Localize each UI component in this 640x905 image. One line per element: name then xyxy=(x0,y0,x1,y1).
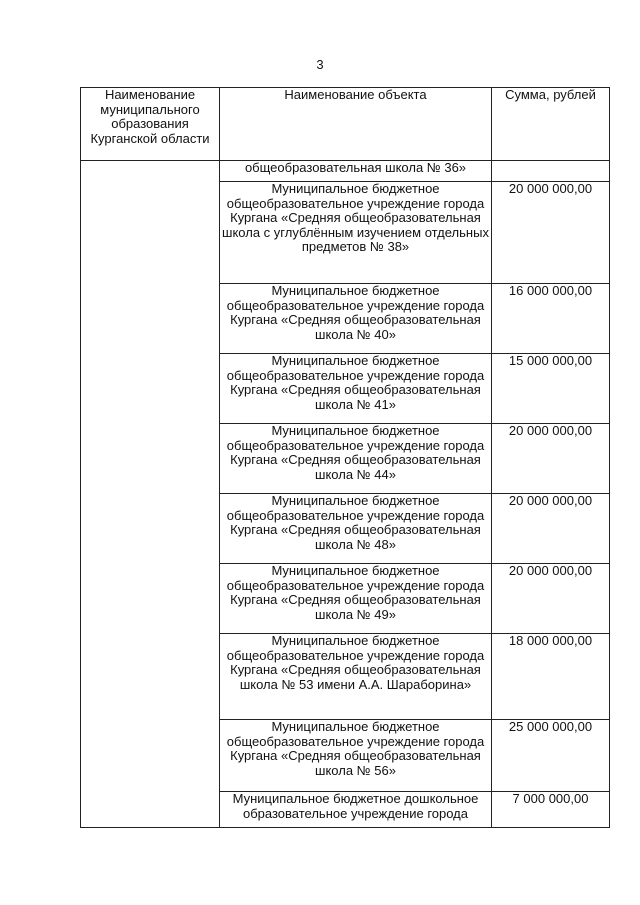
page-number: 3 xyxy=(316,57,324,72)
object-cell: Муниципальное бюджетное общеобразовательное учреждение города Кургана «Средняя общеобразовательная школа № 41» xyxy=(220,354,492,424)
object-cell: Муниципальное бюджетное дошкольное образовательное учреждение города xyxy=(220,792,492,828)
object-cell: общеобразовательная школа № 36» xyxy=(220,161,492,182)
object-cell: Муниципальное бюджетное общеобразовательное учреждение города Кургана «Средняя общеобразовательная школа с углублённым изучением отдельных предметов № 38» xyxy=(220,182,492,284)
object-cell: Муниципальное бюджетное общеобразовательное учреждение города Кургана «Средняя общеобразовательная школа № 49» xyxy=(220,564,492,634)
allocation-table xyxy=(80,87,610,828)
sum-cell: 20 000 000,00 xyxy=(492,424,610,494)
object-cell: Муниципальное бюджетное общеобразовательное учреждение города Кургана «Средняя общеобразовательная школа № 44» xyxy=(220,424,492,494)
table-header-row xyxy=(81,88,610,161)
sum-cell: 18 000 000,00 xyxy=(492,634,610,720)
sum-cell: 20 000 000,00 xyxy=(492,564,610,634)
table-row xyxy=(81,161,610,182)
sum-cell xyxy=(492,161,610,182)
sum-cell: 20 000 000,00 xyxy=(492,494,610,564)
sum-cell: 16 000 000,00 xyxy=(492,284,610,354)
object-cell: Муниципальное бюджетное общеобразовательное учреждение города Кургана «Средняя общеобразовательная школа № 48» xyxy=(220,494,492,564)
header-sum: Сумма, рублей xyxy=(492,88,610,161)
object-cell: Муниципальное бюджетное общеобразовательное учреждение города Кургана «Средняя общеобразовательная школа № 53 имени А.А. Шараборина» xyxy=(220,634,492,720)
sum-cell: 15 000 000,00 xyxy=(492,354,610,424)
header-object: Наименование объекта xyxy=(220,88,492,161)
municipality-cell xyxy=(81,161,220,828)
sum-cell: 25 000 000,00 xyxy=(492,720,610,792)
object-cell: Муниципальное бюджетное общеобразовательное учреждение города Кургана «Средняя общеобразовательная школа № 40» xyxy=(220,284,492,354)
sum-cell: 20 000 000,00 xyxy=(492,182,610,284)
header-municipality: Наименование муниципального образования Курганской области xyxy=(81,88,220,161)
object-cell: Муниципальное бюджетное общеобразовательное учреждение города Кургана «Средняя общеобразовательная школа № 56» xyxy=(220,720,492,792)
sum-cell: 7 000 000,00 xyxy=(492,792,610,828)
